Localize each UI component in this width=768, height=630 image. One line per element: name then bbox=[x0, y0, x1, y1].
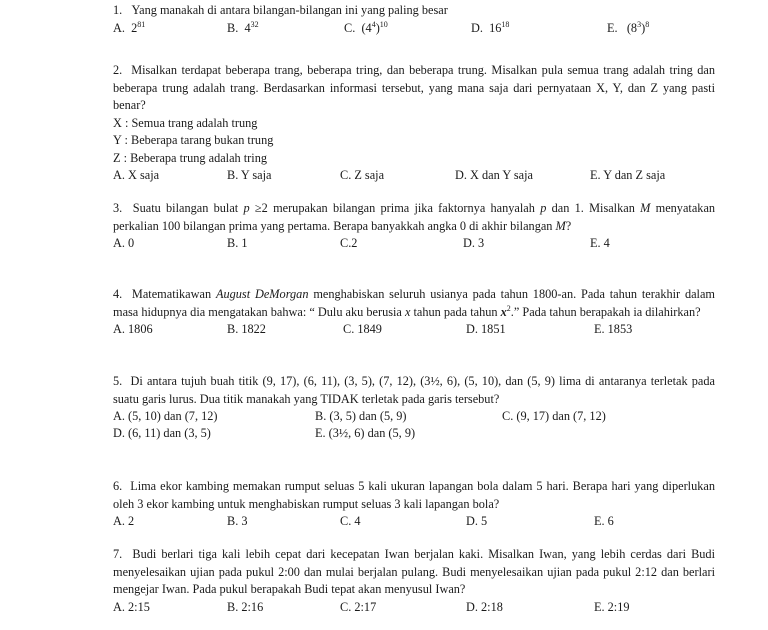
option-a: A. (5, 10) dan (7, 12) bbox=[113, 409, 218, 423]
option-c: C. 1849 bbox=[343, 322, 382, 336]
option-b: B. Y saja bbox=[227, 168, 272, 182]
option-c: C. 4 bbox=[340, 514, 361, 528]
question-5 bbox=[113, 373, 715, 442]
option-d: D. $16^{18}$ bbox=[471, 19, 510, 35]
option-a: A. 0 bbox=[113, 236, 135, 250]
option-e: E. 4 bbox=[590, 236, 610, 250]
option-b: B. $4^{32}$ bbox=[227, 19, 259, 35]
option-c: C. 2:17 bbox=[340, 599, 377, 614]
question-5-text: 5. Di antara tujuh buah titik (9, 17), (6, 11), (3, 5), (7, 12), (3½, 6), (5, 10), dan (5, 9) lima di antaranya terletak pada suatu garis lurus. Dua titik manakah yang TIDAK terletak pada garis tersebut? bbox=[113, 374, 715, 406]
statement-z: Z : Beberapa trung adalah tring bbox=[113, 150, 267, 165]
question-7-options bbox=[113, 599, 715, 616]
question-5-options-row-2 bbox=[113, 425, 715, 442]
question-6 bbox=[113, 478, 715, 530]
option-e: E. (3½, 6) dan (5, 9) bbox=[315, 426, 416, 440]
option-e: E. 6 bbox=[594, 514, 614, 528]
option-d: D. 3 bbox=[463, 236, 485, 250]
option-a: A. 2 bbox=[113, 514, 135, 528]
option-e: E. $(8^3)^8$ bbox=[607, 19, 650, 35]
question-3-options bbox=[113, 235, 715, 252]
option-b: B. 3 bbox=[227, 514, 248, 528]
question-1-text: 1. Yang manakah di antara bilangan-bilangan ini yang paling besar bbox=[113, 3, 448, 17]
option-a: A. X saja bbox=[113, 168, 160, 182]
question-3 bbox=[113, 200, 715, 252]
option-d: D. 1851 bbox=[466, 322, 506, 336]
option-e: E. 1853 bbox=[594, 322, 633, 336]
option-d: D. 5 bbox=[466, 514, 488, 528]
option-d: D. (6, 11) dan (3, 5) bbox=[113, 426, 211, 440]
question-4 bbox=[113, 286, 715, 338]
option-d: D. X dan Y saja bbox=[455, 168, 533, 182]
option-c: C. Z saja bbox=[340, 168, 385, 182]
option-e: E. 2:19 bbox=[594, 599, 630, 614]
option-b: B. 2:16 bbox=[227, 599, 264, 614]
question-4-options bbox=[113, 321, 715, 338]
question-3-text: 3. Suatu bilangan bulat p ≥2 merupakan bilangan prima jika faktornya hanyalah p dan 1. Misalkan M menyatakan perkalian 100 bilangan prima yang pertama. Berapa banyakkah angka 0 di akhir bilangan M? bbox=[113, 201, 716, 233]
question-6-options bbox=[113, 513, 715, 530]
question-2 bbox=[113, 62, 715, 184]
question-7-text: 7. Budi berlari tiga kali lebih cepat dari kecepatan Iwan berjalan kaki. Misalkan Iwan, yang lebih cerdas dari Budi menyelesaikan ujian pada pukul 2:00 dan mulai berjalan pulang. Budi menyelesaikan ujian pada pukul 2:12 dan berlari mengejar Iwan. Pada pukul berapakah Budi tepat akan menyusul Iwan? bbox=[113, 547, 715, 596]
question-2-text: 2. Misalkan terdapat beberapa trang, beberapa tring, dan beberapa trung. Misalkan pula semua trang adalah tring dan beberapa trung adalah trang. Berdasarkan informasi tersebut, yang mana saja dari pernyataan X, Y, dan Z yang pasti benar? bbox=[113, 63, 715, 112]
option-b: B. 1822 bbox=[227, 322, 266, 336]
option-e: E. Y dan Z saja bbox=[590, 168, 666, 182]
option-b: B. 1 bbox=[227, 236, 248, 250]
option-a: A. 2:15 bbox=[113, 599, 150, 614]
option-c: C.2 bbox=[340, 236, 358, 250]
option-a: A. $2^{81}$ bbox=[113, 19, 146, 35]
option-c: C. (9, 17) dan (7, 12) bbox=[502, 409, 606, 423]
option-c: C. $(4^4)^{10}$ bbox=[344, 19, 388, 35]
option-a: A. 1806 bbox=[113, 322, 153, 336]
option-b: B. (3, 5) dan (5, 9) bbox=[315, 409, 407, 423]
question-7 bbox=[113, 546, 715, 616]
question-1 bbox=[113, 2, 715, 37]
question-6-text: 6. Lima ekor kambing memakan rumput seluas 5 kali ukuran lapangan bola dalam 5 hari. Berapa hari yang diperlukan oleh 3 ekor kambing untuk menghabiskan rumput seluas 3 kali lapangan bola? bbox=[113, 479, 715, 511]
question-4-text: 4. Matematikawan August DeMorgan menghabiskan seluruh usianya pada tahun 1800-an. Pada tahun terakhir dalam masa hidupnya dia mengatakan bahwa: “ Dulu aku berusia x tahun pada tahun $x^2$.” Pada tahun berapakah ia dilahirkan? bbox=[113, 287, 716, 319]
statement-y: Y : Beberapa tarang bukan trung bbox=[113, 133, 274, 147]
statement-x: X : Semua trang adalah trung bbox=[113, 115, 258, 130]
question-1-options bbox=[113, 20, 715, 37]
option-d: D. 2:18 bbox=[466, 599, 503, 614]
question-2-options bbox=[113, 167, 715, 184]
question-5-options-row-1 bbox=[113, 408, 715, 425]
